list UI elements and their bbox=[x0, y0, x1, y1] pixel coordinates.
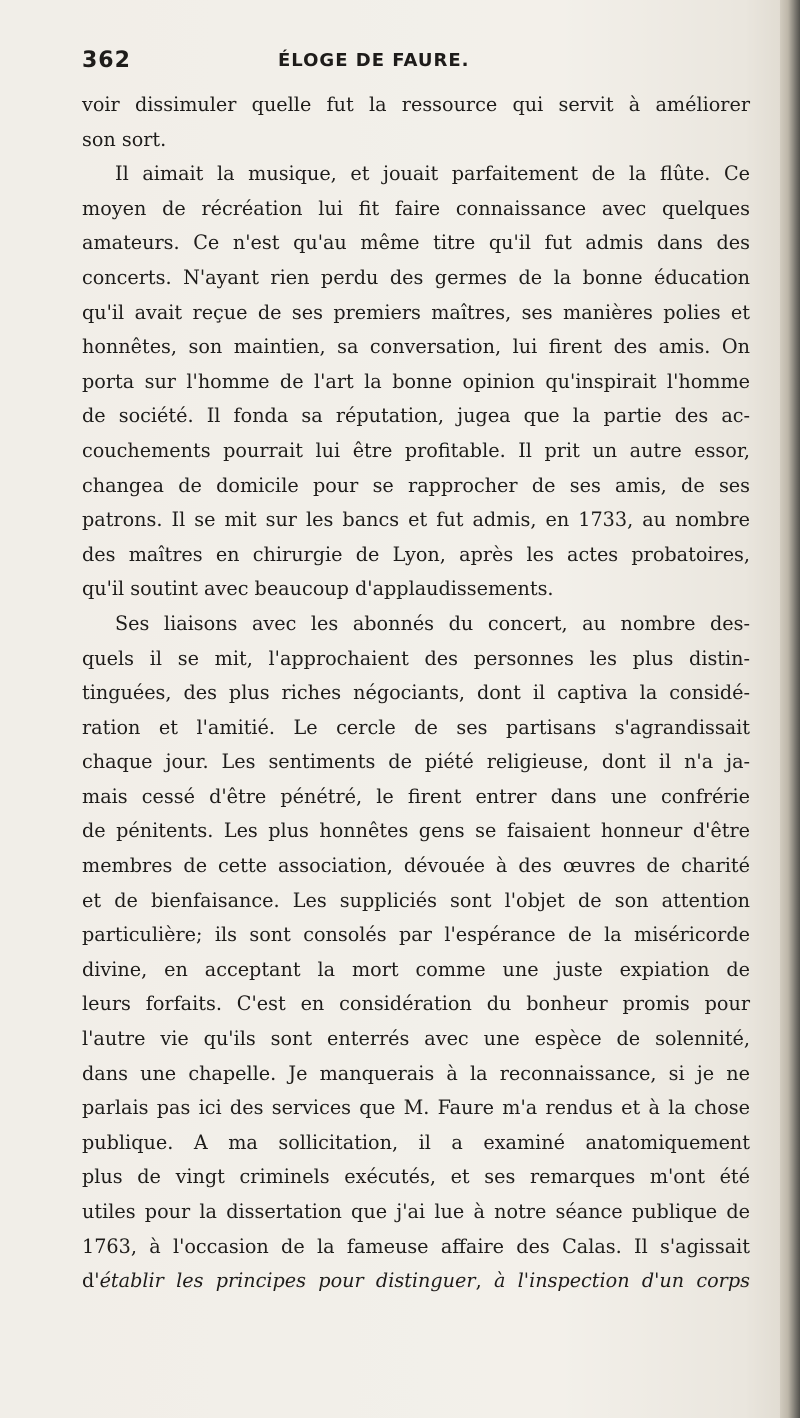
text-line: amateurs. Ce n'est qu'au même titre qu'il fut admis dans des bbox=[82, 231, 750, 255]
text-line: ration et l'amitié. Le cercle de ses partisans s'agrandissait bbox=[82, 715, 750, 739]
text-line: plus de vingt criminels exécutés, et ses remarques m'ont été bbox=[82, 1165, 750, 1189]
text-fragment: d' bbox=[82, 1269, 100, 1293]
text-line: son sort. bbox=[82, 127, 167, 151]
text-line: changea de domicile pour se rapprocher de ses amis, de ses bbox=[82, 473, 750, 497]
text-line: et de bienfaisance. Les suppliciés sont l'objet de son attention bbox=[82, 888, 750, 912]
text-line: chaque jour. Les sentiments de piété religieuse, dont il n'a ja- bbox=[82, 750, 750, 774]
text-line: mais cessé d'être pénétré, le firent entrer dans une confrérie bbox=[82, 784, 750, 808]
text-line: moyen de récréation lui fit faire connaissance avec quelques bbox=[82, 196, 750, 220]
text-line: de société. Il fonda sa réputation, jugea que la partie des ac- bbox=[82, 404, 750, 428]
text-line: utiles pour la dissertation que j'ai lue à notre séance publique de bbox=[82, 1200, 750, 1223]
text-line: divine, en acceptant la mort comme une juste expiation de bbox=[82, 957, 750, 981]
body-text bbox=[82, 88, 750, 1299]
text-line: des maîtres en chirurgie de Lyon, après les actes probatoires, bbox=[82, 542, 750, 566]
italic-fragment: établir les principes pour distinguer bbox=[99, 1269, 476, 1293]
text-fragment: , bbox=[475, 1269, 494, 1293]
text-line: concerts. N'ayant rien perdu des germes de la bonne éducation bbox=[82, 265, 750, 289]
text-line: quels il se mit, l'approchaient des personnes les plus distin- bbox=[82, 646, 750, 670]
text-line: tinguées, des plus riches négociants, dont il captiva la considé- bbox=[82, 681, 750, 705]
text-line: publique. A ma sollicitation, il a examiné anatomiquement bbox=[82, 1130, 750, 1154]
italic-fragment: à l'inspection d'un corps bbox=[493, 1269, 750, 1293]
text-line: qu'il soutint avec beaucoup d'applaudissements. bbox=[82, 577, 554, 601]
text-line: porta sur l'homme de l'art la bonne opinion qu'inspirait l'homme bbox=[82, 369, 750, 393]
text-line: voir dissimuler quelle fut la ressource qui servit à améliorer bbox=[82, 93, 750, 116]
text-line-last bbox=[82, 1264, 750, 1299]
running-title: ÉLOGE DE FAURE. bbox=[278, 50, 470, 71]
text-line: dans une chapelle. Je manquerais à la reconnaissance, si je ne bbox=[82, 1061, 750, 1085]
text-line: membres de cette association, dévouée à des œuvres de charité bbox=[82, 854, 750, 878]
text-line: Ses liaisons avec les abonnés du concert, au nombre des- bbox=[115, 611, 750, 635]
text-line: 1763, à l'occasion de la fameuse affaire des Calas. Il s'agissait bbox=[82, 1234, 750, 1258]
text-line: qu'il avait reçue de ses premiers maîtres, ses manières polies et bbox=[82, 300, 750, 324]
text-line: leurs forfaits. C'est en considération du bonheur promis pour bbox=[82, 992, 750, 1016]
page-number: 362 bbox=[82, 48, 131, 73]
text-line: l'autre vie qu'ils sont enterrés avec une espèce de solennité, bbox=[82, 1027, 750, 1051]
text-line: honnêtes, son maintien, sa conversation, lui firent des amis. On bbox=[82, 335, 750, 359]
text-line: de pénitents. Les plus honnêtes gens se faisaient honneur d'être bbox=[82, 819, 750, 843]
text-line: Il aimait la musique, et jouait parfaitement de la flûte. Ce bbox=[115, 162, 750, 186]
text-line: patrons. Il se mit sur les bancs et fut admis, en 1733, au nombre bbox=[82, 508, 750, 532]
page-edge-shadow bbox=[780, 0, 800, 1418]
running-head bbox=[82, 48, 742, 82]
text-line: couchements pourrait lui être profitable. Il prit un autre essor, bbox=[82, 438, 750, 462]
text-line: particulière; ils sont consolés par l'espérance de la miséricorde bbox=[82, 923, 750, 947]
text-line: parlais pas ici des services que M. Faure m'a rendus et à la chose bbox=[82, 1096, 750, 1120]
